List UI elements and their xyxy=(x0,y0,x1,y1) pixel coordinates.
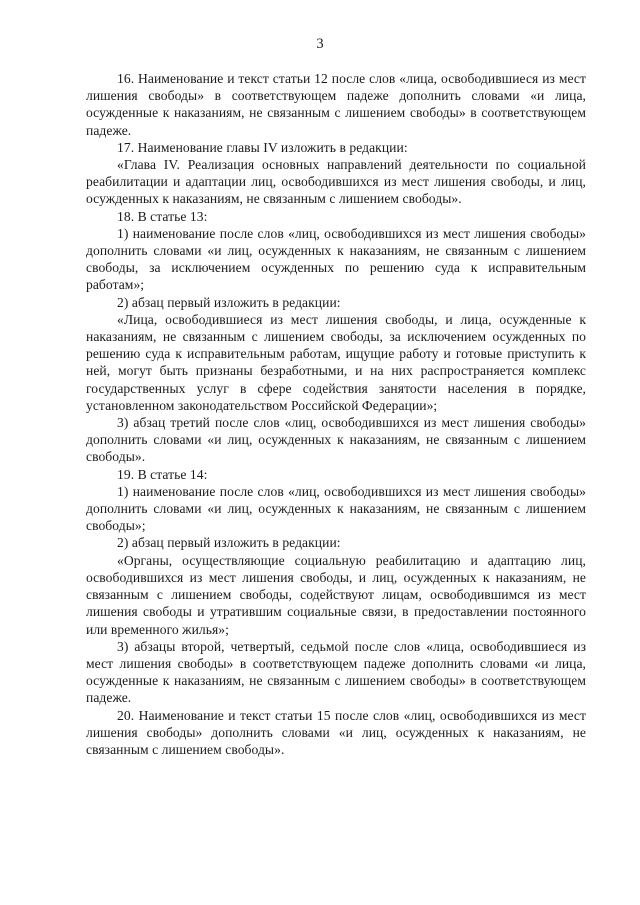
page-number: 3 xyxy=(316,36,324,52)
paragraph-item-16: 16. Наименование и текст статьи 12 после слов «лица, освободившиеся из мест лишения свободы» в соответствующем падеже дополнить словами «и лица, осужденные к наказаниям, не связанным с лишением свободы» в соответствующем падеже. xyxy=(86,71,586,138)
paragraph-item-19-2-text: «Органы, осуществляющие социальную реабилитацию и адаптацию лиц, освободившихся из мест лишения свободы, и лиц, осужденных к наказаниям, не связанным с лишением свободы, содействуют лицам, освободившимся из мест лишения свободы и утратившим социальные связи, в предоставлении постоянного или временного жилья»; xyxy=(86,552,586,637)
paragraph-item-17: 17. Наименование главы IV изложить в редакции: xyxy=(117,139,408,155)
paragraph-chapter-iv-title: «Глава IV. Реализация основных направлений деятельности по социальной реабилитации и адаптации лиц, освободившихся из мест лишения свободы, и лиц, осужденных к наказаниям, не связанным с лишением свободы». xyxy=(86,157,586,207)
paragraph-item-20: 20. Наименование и текст статьи 15 после слов «лиц, освободившихся из мест лишения свободы» дополнить словами «и лиц, осужденных к наказаниям, не связанным с лишением свободы». xyxy=(86,707,586,757)
paragraph-item-19-3: 3) абзацы второй, четвертый, седьмой после слов «лица, освободившиеся из мест лишения свободы» в соответствующем падеже дополнить словами «и лица, осужденные к наказаниям, не связанным с лишением свободы» в соответствующем падеже. xyxy=(86,638,586,706)
paragraph-item-18-2-text: «Лица, освободившиеся из мест лишения свободы, и лица, осужденные к наказаниям, не связанным с лишением свободы, за исключением осужденных по решению суда к исправительным работам, ищущие работу и готовые приступить к ней, могут быть признаны безработными, и на них распространяется комплекс государственных услуг в сфере содействия занятости населения в порядке, установленном законодательством Российской Федерации»; xyxy=(86,311,586,413)
paragraph-item-18-3: 3) абзац третий после слов «лиц, освободившихся из мест лишения свободы» дополнить словами «и лиц, осужденных к наказаниям, не связанным с лишением свободы». xyxy=(86,415,586,465)
paragraph-item-18-2: 2) абзац первый изложить в редакции: xyxy=(117,294,341,310)
paragraph-item-19: 19. В статье 14: xyxy=(117,466,208,482)
paragraph-item-19-2: 2) абзац первый изложить в редакции: xyxy=(117,535,341,551)
document-body xyxy=(86,70,586,758)
paragraph-item-18-1: 1) наименование после слов «лиц, освободившихся из мест лишения свободы» дополнить словами «и лиц, осужденных к наказаниям, не связанным с лишением свободы, за исключением осужденных по решению суда к исправительным работам»; xyxy=(86,225,586,293)
paragraph-item-18: 18. В статье 13: xyxy=(117,208,208,224)
paragraph-item-19-1: 1) наименование после слов «лиц, освободившихся из мест лишения свободы» дополнить словами «и лиц, осужденных к наказаниям, не связанным с лишением свободы»; xyxy=(86,483,586,534)
